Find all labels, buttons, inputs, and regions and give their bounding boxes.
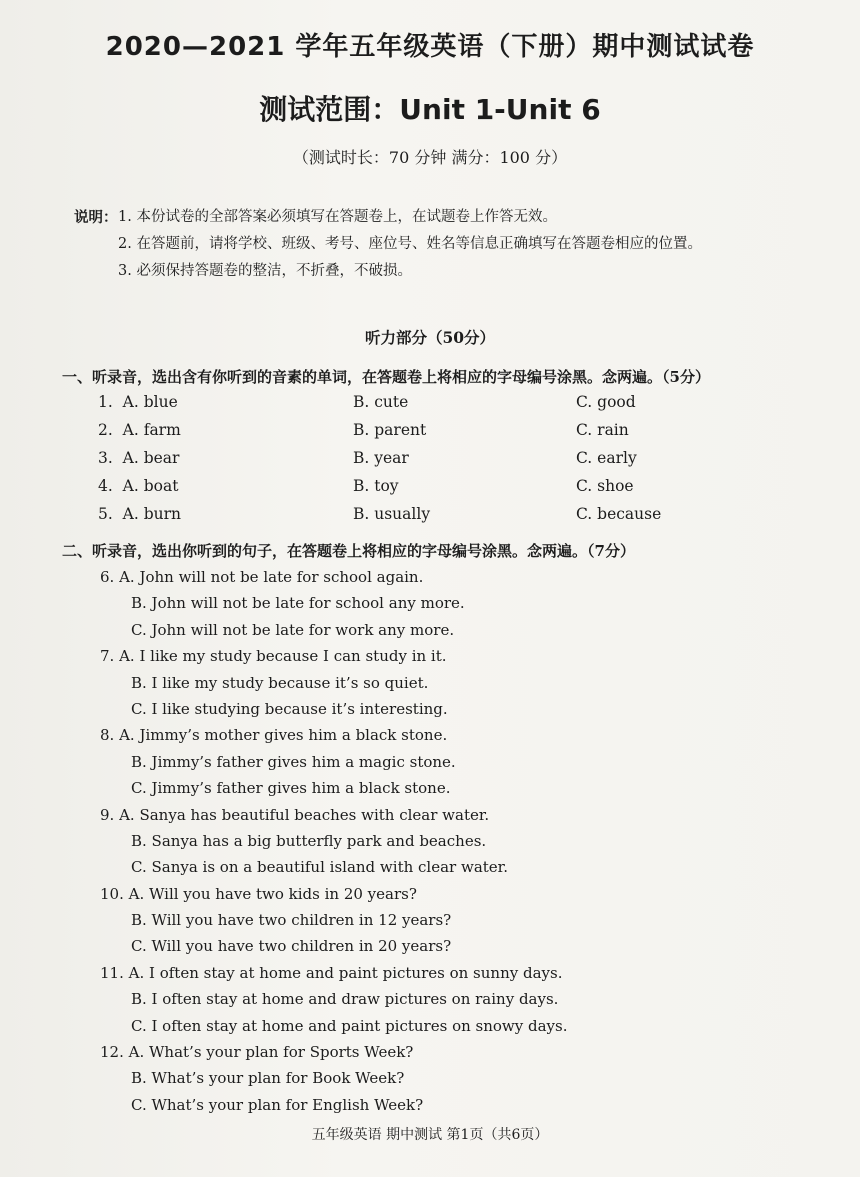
option-b: B. toy	[353, 477, 399, 495]
question-block	[100, 1043, 568, 1122]
option-a: A. boat	[122, 477, 179, 495]
option-a: A. farm	[122, 421, 181, 439]
question-number: 6.	[100, 568, 115, 586]
option-c: C. Jimmy’s father gives him a black stone.	[131, 779, 451, 798]
option-c: C. shoe	[576, 477, 634, 495]
option-b: B. Will you have two children in 12 years?	[131, 911, 452, 930]
option-a: A. John will not be late for school again.	[119, 568, 424, 586]
option-a: A. burn	[122, 505, 182, 523]
instruction-item: 1. 本份试卷的全部答案必须填写在答题卷上，在试题卷上作答无效。	[118, 209, 557, 225]
option-c: C. because	[576, 505, 662, 523]
question-number: 4.	[98, 477, 113, 495]
option-b: B. Sanya has a big butterfly park and beaches.	[131, 831, 487, 850]
part2-questions	[100, 568, 568, 1122]
option-b: B. usually	[353, 505, 431, 523]
option-a: A. Will you have two kids in 20 years?	[128, 884, 417, 903]
question-number: 2.	[98, 421, 113, 439]
option-b: B. What’s your plan for Book Week?	[131, 1069, 405, 1088]
option-a: A. I often stay at home and paint pictures on sunny days.	[128, 963, 563, 982]
option-a: A. I like my study because I can study in it.	[119, 647, 447, 666]
listening-section-heading: 听力部分（50分）	[364, 328, 496, 347]
option-a: A. blue	[122, 393, 178, 411]
option-a: A. What’s your plan for Sports Week?	[128, 1043, 414, 1062]
question-block	[100, 647, 568, 726]
part2-instruction: 二、听录音，选出你听到的句子，在答题卷上将相应的字母编号涂黑。念两遍。（7分）	[62, 542, 635, 560]
question-block	[100, 885, 568, 964]
question-number: 10.	[100, 884, 124, 903]
question-number: 12.	[100, 1043, 124, 1062]
option-c: C. John will not be late for work any more.	[131, 620, 455, 639]
question-block	[100, 806, 568, 885]
option-c: C. I often stay at home and paint pictures on snowy days.	[131, 1016, 568, 1035]
option-a: A. Jimmy’s mother gives him a black stone.	[119, 726, 448, 745]
question-block	[100, 568, 568, 647]
question-number: 1.	[98, 393, 113, 411]
instructions-block	[74, 204, 702, 285]
page-footer: 五年级英语 期中测试 第1页（共6页）	[311, 1127, 549, 1143]
question-row	[98, 477, 798, 505]
question-number: 7.	[100, 647, 115, 666]
instruction-item: 3. 必须保持答题卷的整洁，不折叠，不破损。	[118, 263, 412, 279]
option-b: B. I often stay at home and draw pictures on rainy days.	[131, 990, 559, 1009]
option-c: C. rain	[576, 421, 629, 439]
exam-duration-score: （测试时长：70 分钟 满分：100 分）	[292, 148, 568, 167]
option-b: B. Jimmy’s father gives him a magic stone.	[131, 752, 456, 771]
question-row	[98, 449, 798, 477]
option-c: C. Will you have two children in 20 years?	[131, 937, 452, 956]
option-c: C. Sanya is on a beautiful island with clear water.	[131, 858, 508, 877]
question-number: 8.	[100, 726, 115, 745]
option-c: C. What’s your plan for English Week?	[131, 1095, 424, 1114]
question-row	[98, 421, 798, 449]
exam-title: 2020—2021 学年五年级英语（下册）期中测试试卷	[105, 32, 755, 62]
question-block	[100, 726, 568, 805]
question-row	[98, 393, 798, 421]
option-b: B. John will not be late for school any more.	[131, 594, 465, 613]
question-number: 5.	[98, 505, 113, 523]
question-number: 3.	[98, 449, 113, 467]
option-a: A. Sanya has beautiful beaches with clear water.	[119, 805, 490, 824]
question-row	[98, 505, 798, 533]
instructions-label: 说明：	[74, 209, 118, 226]
option-b: B. year	[353, 449, 409, 467]
instruction-item: 2. 在答题前，请将学校、班级、考号、座位号、姓名等信息正确填写在答题卷相应的位置。	[118, 236, 702, 252]
question-number: 9.	[100, 805, 115, 824]
option-c: C. early	[576, 449, 637, 467]
option-c: C. I like studying because it’s interesting.	[131, 699, 448, 718]
exam-scope: 测试范围：Unit 1-Unit 6	[259, 93, 601, 126]
part1-questions	[98, 393, 798, 533]
option-a: A. bear	[122, 449, 180, 467]
question-number: 11.	[100, 963, 124, 982]
question-block	[100, 964, 568, 1043]
option-b: B. I like my study because it’s so quiet.	[131, 673, 429, 692]
option-b: B. cute	[353, 393, 409, 411]
option-c: C. good	[576, 393, 636, 411]
part1-instruction: 一、听录音，选出含有你听到的音素的单词，在答题卷上将相应的字母编号涂黑。念两遍。（5分）	[62, 368, 710, 386]
option-b: B. parent	[353, 421, 427, 439]
